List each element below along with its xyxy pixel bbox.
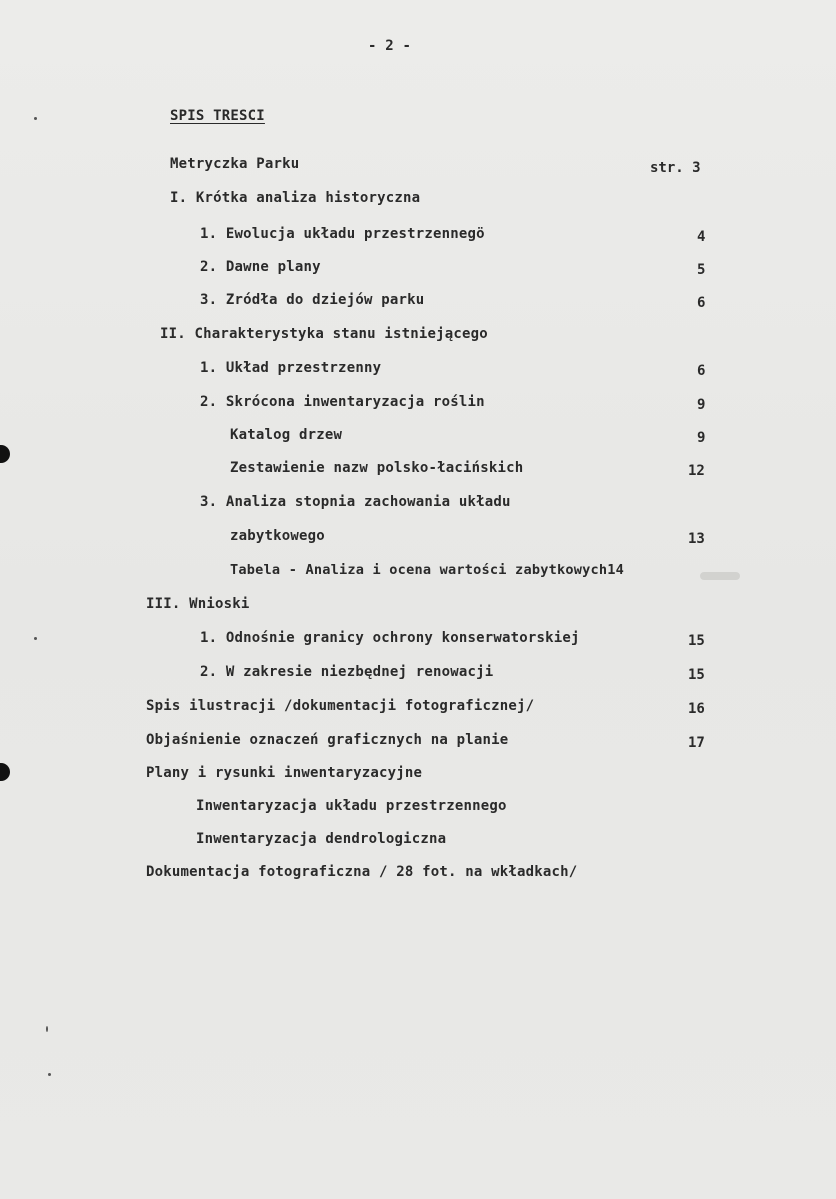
toc-entry-page: 12 [688,463,705,479]
toc-entry-text: zabytkowego [230,528,325,544]
toc-entry-text: III. Wnioski [146,596,250,612]
toc-entry-text: Inwentaryzacja układu przestrzennego [196,798,507,814]
toc-entry-text: Dokumentacja fotograficzna / 28 fot. na wkładkach/ [146,864,578,880]
toc-entry-page: str. 3 [650,160,701,176]
toc-title: SPIS TRESCI [170,108,265,124]
toc-entry-text: Katalog drzew [230,427,343,443]
toc-entry-text: 2. W zakresie niezbędnej renowacji [200,664,494,680]
toc-entry-text: Metryczka Parku [170,156,300,172]
toc-entry-page: 6 [697,363,706,379]
paper-speck [46,1026,48,1032]
toc-entry-text: Inwentaryzacja dendrologiczna [196,831,447,847]
toc-entry-text: Zestawienie nazw polsko-łacińskich [230,460,524,476]
toc-entry-page: 4 [697,229,706,245]
toc-entry-text: Objaśnienie oznaczeń graficznych na planie [146,732,509,748]
toc-entry-text: 2. Skrócona inwentaryzacja roślin [200,394,485,410]
toc-entry-page: 15 [688,667,705,683]
page-number: - 2 - [368,38,412,54]
toc-entry-page: 9 [697,397,706,413]
paper-speck [34,637,37,640]
toc-entry-page: 9 [697,430,706,446]
toc-entry-page: 6 [697,295,706,311]
punch-hole [0,445,10,463]
toc-entry-text: 1. Układ przestrzenny [200,360,382,376]
toc-entry-text: Tabela - Analiza i ocena wartości zabytkowych14 [230,562,625,578]
toc-entry-text: 1. Ewolucja układu przestrzennegö [200,226,485,242]
paper-speck [34,117,37,120]
toc-entry-page: 16 [688,701,705,717]
ink-smudge [700,572,740,580]
toc-entry-page: 5 [697,262,706,278]
punch-hole [0,763,10,781]
toc-entry-text: Spis ilustracji /dokumentacji fotograficznej/ [146,698,535,714]
toc-entry-page: 17 [688,735,705,751]
toc-entry-text: 3. Zródła do dziejów parku [200,292,425,308]
toc-entry-text: 1. Odnośnie granicy ochrony konserwatorskiej [200,630,580,646]
toc-entry-text: 3. Analiza stopnia zachowania układu [200,494,511,510]
toc-entry-page: 13 [688,531,705,547]
toc-entry-text: I. Krótka analiza historyczna [170,190,421,206]
toc-entry-text: II. Charakterystyka stanu istniejącego [160,326,488,342]
toc-entry-text: 2. Dawne plany [200,259,321,275]
paper-speck [48,1073,51,1076]
toc-entry-page: 15 [688,633,705,649]
toc-entry-text: Plany i rysunki inwentaryzacyjne [146,765,423,781]
